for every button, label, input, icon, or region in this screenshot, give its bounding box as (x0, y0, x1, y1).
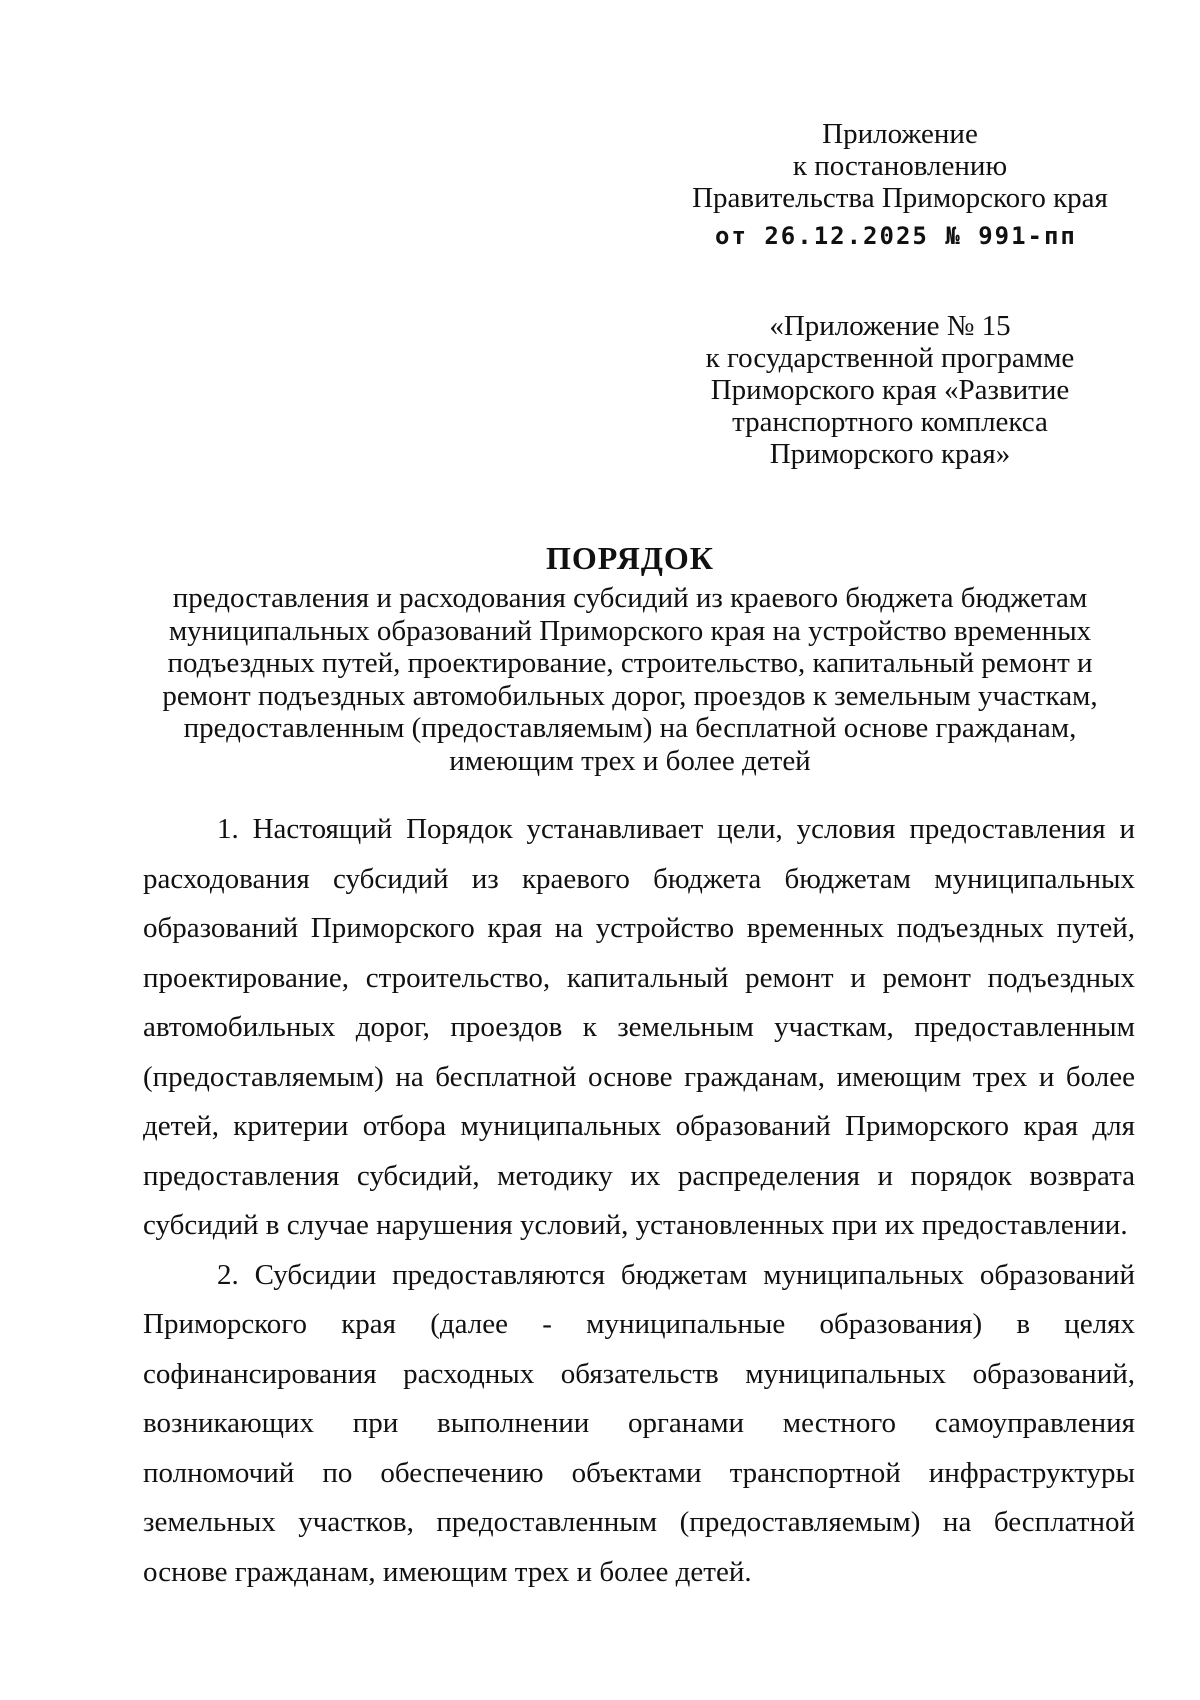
program-appendix-line5: Приморского края» (769, 438, 1011, 470)
program-appendix-line2: к государственной программе (705, 342, 1075, 374)
subtitle-line: имеющим трех и более детей (449, 744, 811, 777)
decree-number-stamp: от 26.12.2025 № 991-пп (715, 222, 1077, 250)
appendix-label: Приложение (822, 118, 978, 150)
paragraph-1: 1. Настоящий Порядок устанавливает цели, условия предоставления и расходования субсидий из краевого бюджета бюджетам муниципальных образований Приморского края на устройство временных подъездных путей, проектирование, строительство, капитальный ремонт и ремонт подъездных автомобильных дорог, проездов к земельным участкам, предоставленным (предоставляемым) на бесплатной основе гражданам, имеющим трех и более детей, критерии отбора муниципальных образований Приморского края для предоставления субсидий, методику их распределения и порядок возврата субсидий в случае нарушения условий, установленных при их предоставлении. (143, 813, 1135, 1241)
appendix-header (670, 118, 1130, 252)
paragraph-2: 2. Субсидии предоставляются бюджетам муниципальных образований Приморского края (далее - муниципальные образования) в целях софинансирования расходных обязательств муниципальных образований, возникающих при выполнении органами местного самоуправления полномочий по обеспечению объектами транспортной инфраструктуры земельных участков, предоставленным (предоставляемым) на бесплатной основе гражданам, имеющим трех и более детей. (143, 1258, 1135, 1588)
document-title: ПОРЯДОК (546, 540, 714, 576)
appendix-government: Правительства Приморского края (692, 182, 1108, 214)
subtitle-line: ремонт подъездных автомобильных дорог, проездов к земельным участкам, (162, 679, 1098, 712)
program-appendix-number: «Приложение № 15 (769, 310, 1011, 342)
subtitle-line: муниципальных образований Приморского края на устройство временных (168, 614, 1092, 647)
appendix-to-decree: к постановлению (792, 150, 1008, 182)
subtitle-line: предоставленным (предоставляемым) на бесплатной основе гражданам, (183, 712, 1077, 744)
program-appendix-line4: транспортного комплекса (732, 406, 1048, 438)
program-appendix-header (680, 310, 1100, 470)
subtitle-line: подъездных путей, проектирование, строительство, капитальный ремонт и (167, 647, 1093, 679)
document-subtitle (150, 582, 1110, 777)
subtitle-line: предоставления и расходования субсидий из краевого бюджета бюджетам (172, 582, 1088, 614)
document-body (143, 805, 1135, 1597)
program-appendix-line3: Приморского края «Развитие (710, 374, 1070, 406)
